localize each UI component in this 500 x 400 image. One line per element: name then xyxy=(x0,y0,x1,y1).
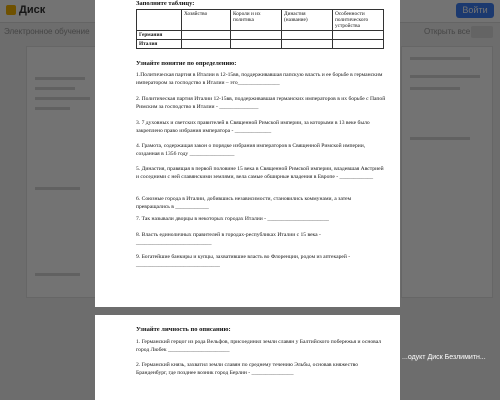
row-label: Италия xyxy=(137,40,182,49)
table-header: Особенности политического устройства xyxy=(333,10,384,31)
table-header: Короли и их политика xyxy=(231,10,282,31)
question-item: 2. Политическая партия Италии 12-15вв, поддерживавшая германских императоров в их борьбе с Папой Римским за господство в Италии - ______________ xyxy=(136,96,386,110)
promo-text: ...одукт Диск Безлимитн... xyxy=(402,354,486,361)
table-row xyxy=(137,31,384,40)
question-item: 6. Союзные города в Италии, добившись независимости, становились коммунами, а затем превращались в ____________ xyxy=(136,196,352,210)
question-item: 7. Так называли дворцы в некоторых городах Италии - ______________________ xyxy=(136,216,329,222)
person-title: Узнайте личность по описанию: xyxy=(136,326,231,333)
person-item: 2. Германский князь, захватил земли славян по среднему течению Эльбы, основав княжество Бранденбург, где позднее возник город Берлин - _______________ xyxy=(136,362,358,376)
question-item: 9. Богатейшие банкиры и купцы, захватившие власть во Флоренции, родом из аптекарей - ______________________________ xyxy=(136,254,351,268)
row-label: Германия xyxy=(137,31,182,40)
fill-table xyxy=(136,9,384,49)
question-item: 3. 7 духовных и светских правителей в Священной Римской империи, за которыми в 13 веке было закреплено право избрания императора - _____________ xyxy=(136,120,370,134)
question-item: 5. Династия, правящая в первой половине 15 века в Священной Римской империи, владевшая Австрией и соседними с ней славянскими землями, вела самые обширные владения в Европе - ____________ xyxy=(136,166,384,180)
table-header-row xyxy=(137,10,384,31)
table-header: Династия (название) xyxy=(282,10,333,31)
question-item: 1.Политическая партия в Италии в 12-15вв, поддерживавшая папскую власть и ее борьбе в германским императором за господство в Италии – это_______________ xyxy=(136,72,383,86)
person-item: 1. Германский герцог из рода Вельфов, присоединил земли славян у Балтийского побережья и основал город Любек ______________________ xyxy=(136,339,382,353)
table-header xyxy=(137,10,182,31)
table-row xyxy=(137,40,384,49)
question-item: 8. Власть единоличных правителей в городах-республиках Италии с 15 века - ___________________________ xyxy=(136,232,321,246)
document-page-1 xyxy=(95,0,400,307)
table-header: Хозяйство xyxy=(182,10,231,31)
document-page-2 xyxy=(95,315,400,400)
question-item: 4. Грамота, содержащая закон о порядке избрания императоров в Священной Римской империи, созданная в 1356 году ________________ xyxy=(136,143,366,157)
definitions-title: Узнайте понятие по определению: xyxy=(136,60,237,67)
task-title: Заполните таблицу: xyxy=(136,0,195,7)
